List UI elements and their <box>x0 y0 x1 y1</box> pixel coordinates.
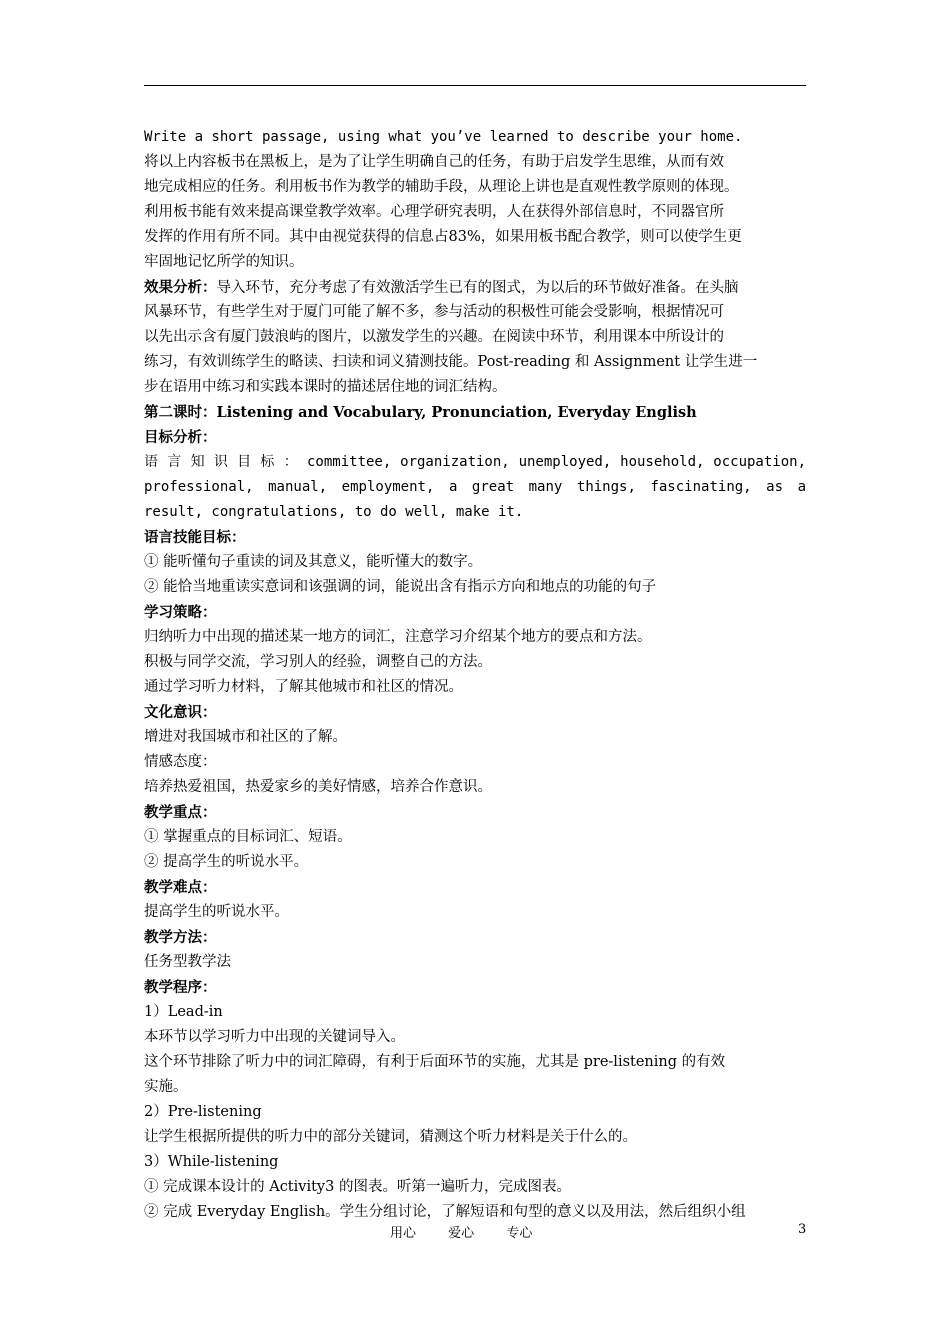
text-line: ① 能听懂句子重读的词及其意义，能听懂大的数字。 <box>144 554 483 570</box>
footer-word: 用心 <box>390 1226 417 1241</box>
text-line: ② 完成 Everyday English。学生分组讨论，了解短语和句型的意义以及用法，然后组织小组 <box>144 1204 746 1220</box>
text-line: ① 完成课本设计的 Activity3 的图表。听第一遍听力，完成图表。 <box>144 1179 571 1195</box>
section-heading: 学习策略： <box>144 604 217 621</box>
text-line: result, congratulations, to do well, make it. <box>144 504 524 520</box>
footer-word: 爱心 <box>448 1226 475 1241</box>
text-line: 牢固地记忆所学的知识。 <box>144 254 304 270</box>
text-line: 地完成相应的任务。利用板书作为教学的辅助手段，从理论上讲也是直观性教学原则的体现。 <box>144 179 739 195</box>
section-heading: 语言技能目标： <box>144 529 246 546</box>
text-line: 1）Lead-in <box>144 1004 223 1020</box>
text-line: 归纳听力中出现的描述某一地方的词汇，注意学习介绍某个地方的要点和方法。 <box>144 629 652 645</box>
text-line: 练习，有效训练学生的略读、扫读和词义猜测技能。Post-reading 和 Assignment 让学生进一 <box>144 354 758 370</box>
text-line: ② 能恰当地重读实意词和该强调的词，能说出含有指示方向和地点的功能的句子 <box>144 579 657 595</box>
text-line: 风暴环节，有些学生对于厦门可能了解不多，参与活动的积极性可能会受影响，根据情况可 <box>144 304 724 320</box>
text-line <box>144 275 806 300</box>
page-footer <box>0 1222 950 1242</box>
text-line: 利用板书能有效来提高课堂教学效率。心理学研究表明，人在获得外部信息时，不同器官所 <box>144 204 724 220</box>
text-line: 通过学习听力材料，了解其他城市和社区的情况。 <box>144 679 463 695</box>
inline-text: 导入环节，充分考虑了有效激活学生已有的图式，为以后的环节做好准备。在头脑 <box>216 280 739 296</box>
text-line: 任务型教学法 <box>144 954 231 970</box>
text-line: Write a short passage, using what you’ve learned to describe your home. <box>144 129 743 145</box>
text-line: 积极与同学交流，学习别人的经验，调整自己的方法。 <box>144 654 492 670</box>
text-line: 培养热爱祖国，热爱家乡的美好情感，培养合作意识。 <box>144 779 492 795</box>
section-heading: 文化意识： <box>144 704 217 721</box>
section-heading: 目标分析： <box>144 429 217 446</box>
document-body <box>144 125 806 1225</box>
section-heading: 教学方法： <box>144 929 217 946</box>
text-line: 2）Pre-listening <box>144 1104 262 1120</box>
text-line: ② 提高学生的听说水平。 <box>144 854 309 870</box>
footer-motto <box>390 1222 560 1241</box>
text-line: ① 掌握重点的目标词汇、短语。 <box>144 829 352 845</box>
text-line: 增进对我国城市和社区的了解。 <box>144 729 347 745</box>
text-line: 将以上内容板书在黑板上，是为了让学生明确自己的任务，有助于启发学生思维，从而有效 <box>144 154 724 170</box>
text-line: 步在语用中练习和实践本课时的描述居住地的词汇结构。 <box>144 379 507 395</box>
text-line: 实施。 <box>144 1079 188 1095</box>
text-line: professional, manual, employment, a great many things, fascinating, as a <box>144 479 806 495</box>
section-heading: 第二课时：Listening and Vocabulary, Pronunciation, Everyday English <box>144 404 697 421</box>
footer-word: 专心 <box>506 1226 533 1241</box>
text-line: 让学生根据所提供的听力中的部分关键词，猜测这个听力材料是关于什么的。 <box>144 1129 637 1145</box>
text-line: 本环节以学习听力中出现的关键词导入。 <box>144 1029 405 1045</box>
text-line: 语 言 知 识 目 标 ： committee, organization, unemployed, household, occupation, <box>144 454 806 470</box>
page-number: 3 <box>798 1222 807 1237</box>
text-line: 3）While-listening <box>144 1154 279 1170</box>
section-heading: 教学重点： <box>144 804 217 821</box>
inline-label: 效果分析： <box>144 279 217 296</box>
text-line: 这个环节排除了听力中的词汇障碍，有利于后面环节的实施，尤其是 pre-listening 的有效 <box>144 1054 726 1070</box>
text-line: 提高学生的听说水平。 <box>144 904 289 920</box>
text-line: 发挥的作用有所不同。其中由视觉获得的信息占83%，如果用板书配合教学，则可以使学生更 <box>144 229 742 245</box>
section-heading: 教学程序： <box>144 979 217 996</box>
header-rule <box>144 85 806 86</box>
text-line: 以先出示含有厦门鼓浪屿的图片，以激发学生的兴趣。在阅读中环节，利用课本中所设计的 <box>144 329 724 345</box>
section-heading: 教学难点： <box>144 879 217 896</box>
text-line: 情感态度： <box>144 754 217 770</box>
